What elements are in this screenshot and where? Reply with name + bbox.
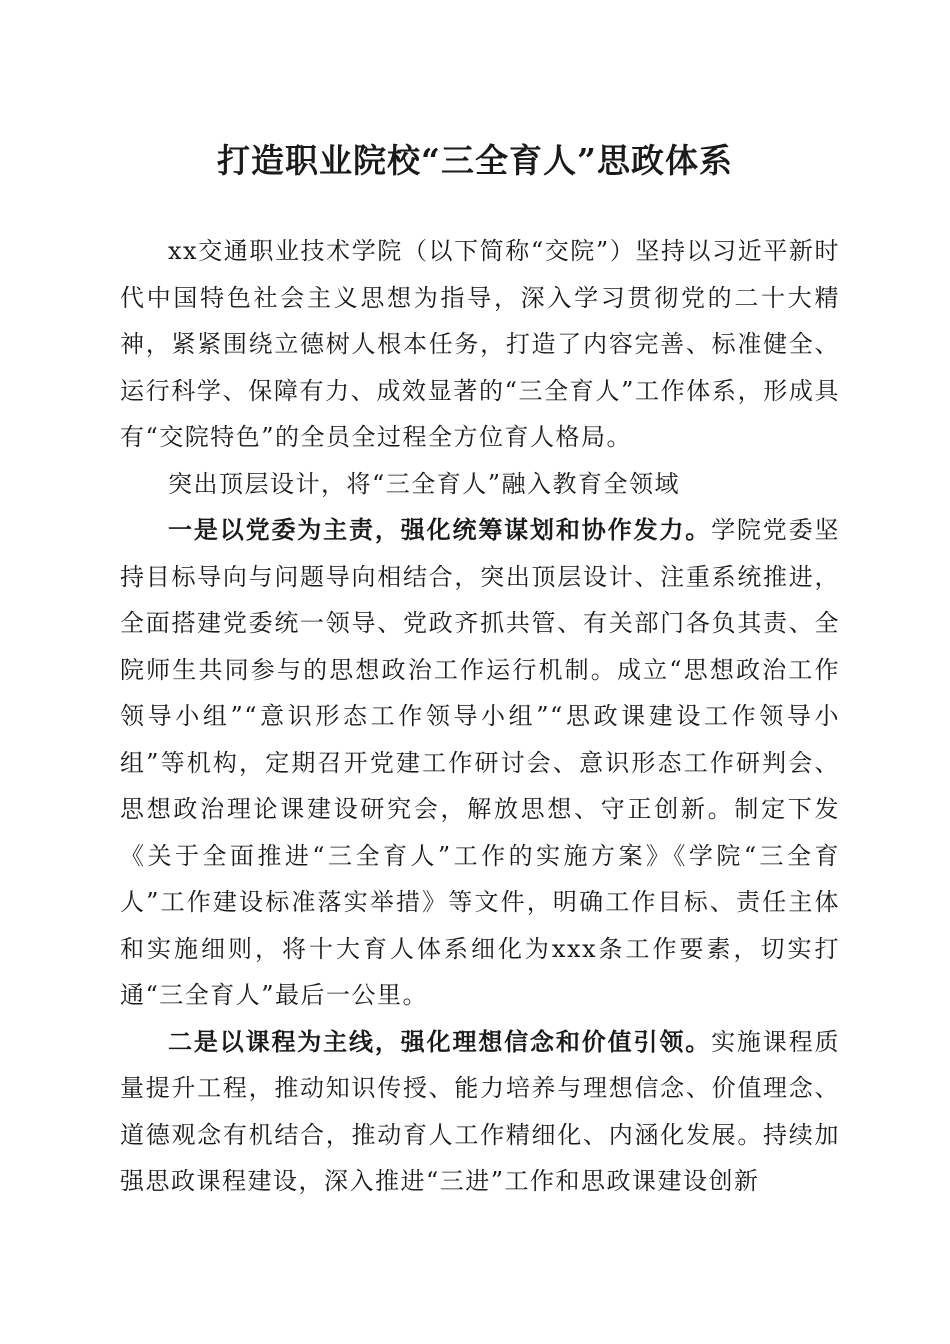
point-one-text: 学院党委坚持目标导向与问题导向相结合，突出顶层设计、注重系统推进，全面搭建党委统一领导、党政齐抓共管、有关部门各负其责、全院师生共同参与的思想政治工作运行机制。成立“思想政治工作领导小组”“意识形态工作领导小组”“思政课建设工作领导小组”等机构，定期召开党建工作研讨会、意识形态工作研判会、思想政治理论课建设研究会，解放思想、守正创新。制定下发《关于全面推进“三全育人”工作的实施方案》《学院“三全育人”工作建设标准落实举措》等文件，明确工作目标、责任主体和实施细则，将十大育人体系细化为xxx条工作要素，切实打通“三全育人”最后一公里。: [120, 516, 841, 1009]
point-two-lead: 二是以课程为主线，强化理想信念和价值引领。: [168, 1026, 712, 1056]
section-heading: 突出顶层设计，将“三全育人”融入教育全领域: [168, 469, 681, 498]
document-title: 打造职业院校“三全育人”思政体系: [217, 141, 733, 180]
document-body: [120, 228, 840, 1205]
point-one-paragraph: [120, 507, 840, 1019]
intro-paragraph: xx交通职业技术学院（以下简称“交院”）坚持以习近平新时代中国特色社会主义思想为指导，深入学习贯彻党的二十大精神，紧紧围绕立德树人根本任务，打造了内容完善、标准健全、运行科学、保障有力、成效显著的“三全育人”工作体系，形成具有“交院特色”的全员全过程全方位育人格局。: [120, 237, 840, 451]
point-two-text: 实施课程质量提升工程，推动知识传授、能力培养与理想信念、价值理念、道德观念有机结合，推动育人工作精细化、内涵化发展。持续加强思政课程建设，深入推进“三进”工作和思政课建设创新: [120, 1027, 841, 1195]
point-two-paragraph: [120, 1019, 840, 1205]
point-one-lead: 一是以党委为主责，强化统筹谋划和协作发力。: [168, 515, 712, 544]
